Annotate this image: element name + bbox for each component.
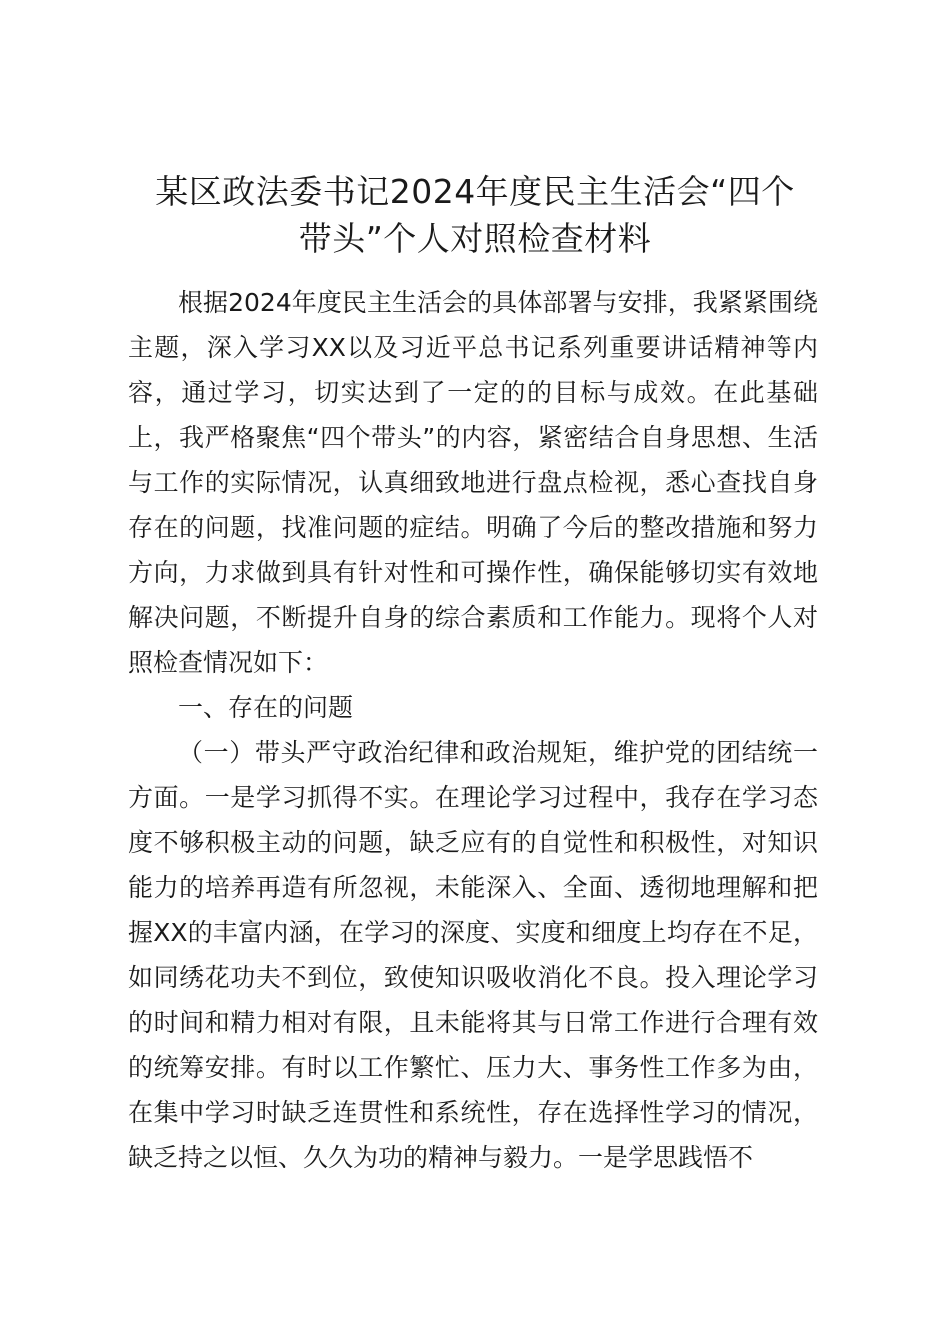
- title-line-2: 带头”个人对照检查材料: [298, 219, 652, 258]
- problem-paragraph: （一）带头严守政治纪律和政治规矩，维护党的团结统一方面。一是学习抓得不实。在理论学习过程中，我存在学习态度不够积极主动的问题，缺乏应有的自觉性和积极性，对知识能力的培养再造有所忽视，未能深入、全面、透彻地理解和把握XX的丰富内涵，在学习的深度、实度和细度上均存在不足，如同绣花功夫不到位，致使知识吸收消化不良。投入理论学习的时间和精力相对有限，且未能将其与日常工作进行合理有效的统筹安排。有时以工作繁忙、压力大、事务性工作多为由，在集中学习时缺乏连贯性和系统性，存在选择性学习的情况，缺乏持之以恒、久久为功的精神与毅力。一是学思践悟不: [128, 738, 818, 1172]
- section-heading: 一、存在的问题: [178, 693, 354, 722]
- document-title: [120, 168, 830, 262]
- title-line-1: 某区政法委书记2024年度民主生活会“四个: [155, 172, 795, 211]
- intro-paragraph: 根据2024年度民主生活会的具体部署与安排，我紧紧围绕主题，深入学习XX以及习近平总书记系列重要讲话精神等内容，通过学习，切实达到了一定的的目标与成效。在此基础上，我严格聚焦“四个带头”的内容，紧密结合自身思想、生活与工作的实际情况，认真细致地进行盘点检视，悉心查找自身存在的问题，找准问题的症结。明确了今后的整改措施和努力方向，力求做到具有针对性和可操作性，确保能够切实有效地解决问题，不断提升自身的综合素质和工作能力。现将个人对照检查情况如下：: [128, 288, 818, 677]
- document-body: [128, 280, 818, 1180]
